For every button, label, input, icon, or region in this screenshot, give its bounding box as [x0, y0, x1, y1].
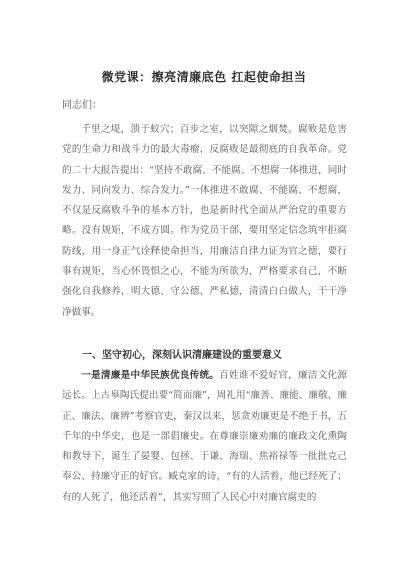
- paragraph-lead: 一是清廉是中华民族优良传统。: [81, 370, 220, 381]
- paragraph-body: 百姓谁不爱好官，廉洁文化源远长。上古皋陶氏提出要“简而廉”，周礼用“廉善、廉能、廉敬、廉正、廉法、廉辨”考察官吏，秦汉以来，惩贪劝廉更是不绝于书，五千年的中华史，也是一部倡廉史。在尊廉崇廉劝廉的廉政文化熏陶和教导下，诞生了晏婴、包拯、于谦、海瑞、焦裕禄等一批批克己奉公、持廉守正的好官。臧克家的诗，“有的人活着，他已经死了；有的人死了，他还活着”，其实写照了人民心中对廉官腐吏的: [62, 370, 348, 503]
- greeting: 同志们：: [62, 100, 102, 111]
- paragraph-intro: 千里之堤，溃于蚁穴；百步之室，以突隙之烟焚。腐败是危害党的生命力和战斗力的最大毒瘤，反腐败是最彻底的自我革命。党的二十大报告提出：“坚持不敢腐、不能腐、不想腐一体推进，同时发力、同向发力、综合发力。”一体推进不敢腐、不能腐、不想腐，不仅是反腐败斗争的基本方针，也是新时代全面从严治党的重要方略。没有规矩，不成方圆。作为党员干部，要用坚定信念筑牢拒腐防线，用一身正气诠释使命担当，用廉洁自律力证为官之德，要行事有规矩，当心怀畏惧之心，不能为所欲为，严格要求自己，不断强化自我修养，明大德、守公德、严私德，清清白白做人，干干净净做事。: [62, 124, 347, 318]
- paragraph-tradition: [62, 366, 347, 508]
- document-title: 微党课：擦亮清廉底色 扛起使命担当: [101, 70, 307, 84]
- section-heading: 一、坚守初心，深刻认识清廉建设的重要意义: [82, 350, 282, 361]
